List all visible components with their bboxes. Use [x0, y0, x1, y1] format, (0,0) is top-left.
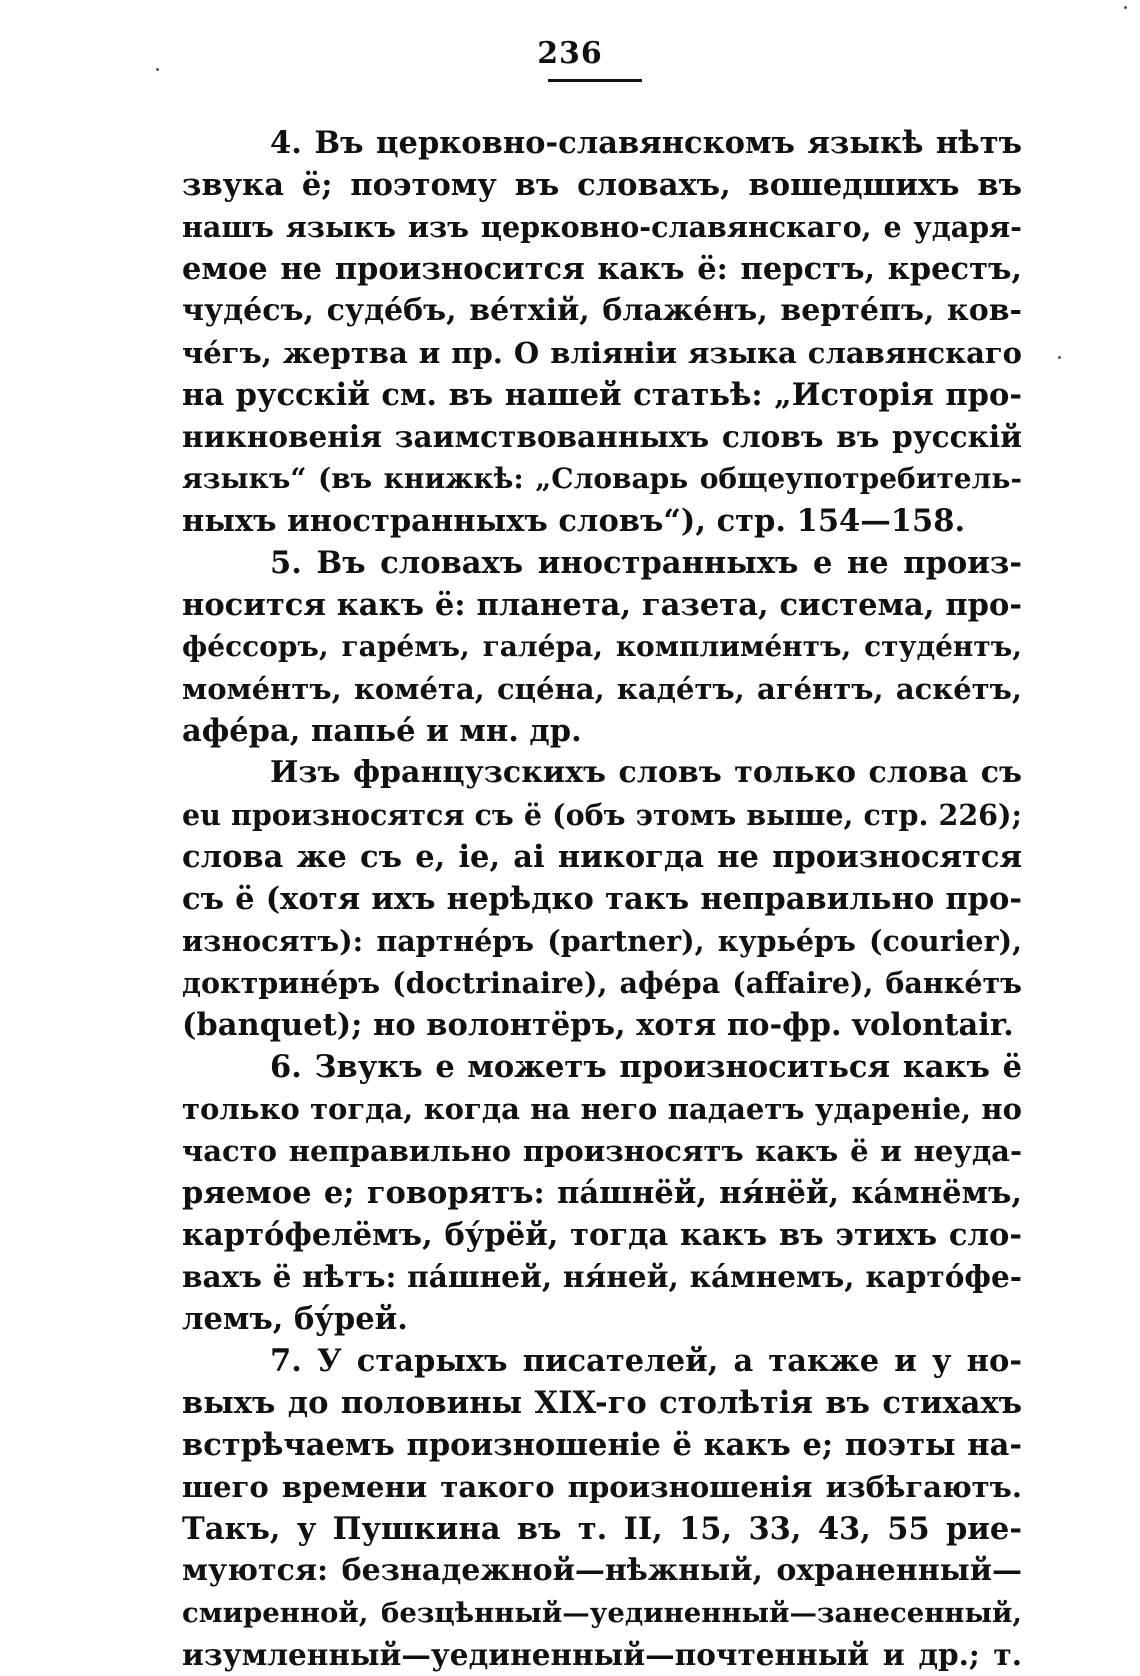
text-line: доктринéръ (doctrinaire), афéра (affaire), банкéтъ: [182, 966, 1022, 1000]
text-line: eu произносятся съ ё (объ этомъ выше, стр. 226);: [182, 798, 1022, 832]
text-line: емое не произносится какъ ё: перстъ, крестъ,: [182, 251, 1022, 287]
text-line: носится какъ ё: планета, газета, система, про-: [182, 587, 1022, 623]
text-line: муются: безнадежной—нѣжный, охраненный—: [182, 1553, 1022, 1588]
text-line: момéнтъ, комéта, сцéна, кадéтъ, агéнтъ, аскéтъ,: [182, 672, 1022, 706]
text-line: только тогда, когда на него падаетъ удареніе, но: [182, 1092, 1022, 1126]
text-line: никновенія заимствованныхъ словъ въ русскій: [182, 419, 1022, 454]
page-number-underline: [548, 79, 642, 82]
text-line: 4. Въ церковно-славянскомъ языкѣ нѣтъ: [270, 125, 1022, 161]
text-line: чéгъ, жертва и пр. О вліяніи языка славянскаго: [182, 336, 1022, 370]
text-line: звука ё; поэтому въ словахъ, вошедшихъ въ: [182, 167, 1022, 203]
text-line: слова же съ е, ie, ai никогда не произносятся: [182, 839, 1022, 875]
scan-speck: [1058, 356, 1061, 359]
body-text: [182, 122, 1022, 1676]
text-line: шего времени такого произношенія избѣгаютъ.: [182, 1470, 1022, 1504]
text-line: нашъ языкъ изъ церковно-славянскаго, е ударя-: [182, 210, 1022, 244]
text-line: ныхъ иностранныхъ словъ“), стр. 154—158.: [182, 503, 966, 539]
text-line: вахъ ё нѣтъ: пáшней, ня́ней, кáмнемъ, картóфе-: [182, 1259, 1022, 1294]
text-line: языкъ“ (въ книжкѣ: „Словарь общеупотребитель-: [182, 462, 1022, 495]
text-line: 5. Въ словахъ иностранныхъ е не произ-: [270, 545, 1022, 581]
text-line: Изъ французскихъ словъ только слова съ: [270, 755, 1022, 790]
text-line: чудéсъ, судéбъ, вéтхій, блажéнъ, вертéпъ, ков-: [182, 293, 1022, 328]
scan-speck: [156, 68, 159, 71]
text-line: 7. У старыхъ писателей, а также и у но-: [270, 1343, 1022, 1379]
text-line: 6. Звукъ е можетъ произноситься какъ ё: [270, 1049, 1022, 1085]
text-line: износятъ): партнéръ (partner), курьéръ (courier),: [182, 924, 1022, 958]
text-line: смиренной, безцѣнный—уединенный—занесенный,: [182, 1597, 1022, 1629]
text-line: картóфелёмъ, бу́рёй, тогда какъ въ этихъ сло-: [182, 1217, 1022, 1253]
text-line: афéра, папьé и мн. др.: [182, 713, 582, 749]
text-line: Такъ, у Пушкина въ т. II, 15, 33, 43, 55 рие-: [182, 1511, 1022, 1547]
text-line: встрѣчаемъ произношеніе ё какъ е; поэты на-: [182, 1427, 1022, 1463]
text-line: (banquet); но волонтёръ, хотя по-фр. volontair.: [182, 1007, 1014, 1043]
text-line: на русскій см. въ нашей статьѣ: „Исторія про-: [182, 377, 1022, 413]
text-line: ряемое е; говорятъ: пáшнёй, ня́нёй, кáмнёмъ,: [182, 1175, 1022, 1211]
scan-speck: [1124, 6, 1127, 9]
text-line: съ ё (хотя ихъ нерѣдко такъ неправильно про-: [182, 881, 1022, 917]
text-line: выхъ до половины XIX-го столѣтія въ стихахъ: [182, 1385, 1022, 1421]
text-line: часто неправильно произносятъ какъ ё и неуда-: [182, 1134, 1022, 1168]
text-line: лемъ, бу́рей.: [182, 1301, 408, 1337]
text-line: фéссоръ, гарéмъ, галéра, комплимéнтъ, студéнтъ,: [182, 630, 1022, 663]
page-number: 236: [537, 36, 603, 71]
text-line: изумленный—уединенный—почтенный и др.; т.: [182, 1637, 1022, 1672]
